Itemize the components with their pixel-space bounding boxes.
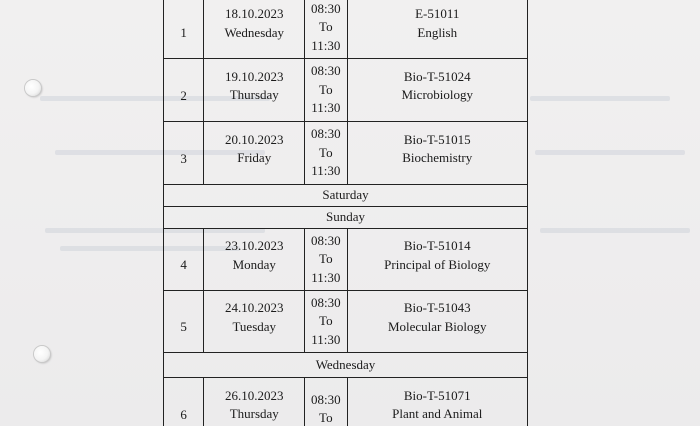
subject-name: Plant and Animal: [392, 406, 483, 421]
table-row: [164, 378, 528, 426]
exam-day: Wednesday: [224, 24, 285, 40]
punch-hole: [25, 80, 41, 96]
subject-code: Bio-T-51015: [403, 131, 471, 147]
exam-time-cell: [305, 229, 347, 291]
serial-number: 5: [164, 291, 204, 353]
time-to: To: [319, 251, 333, 267]
punch-hole: [34, 346, 50, 362]
time-start: 08:30: [311, 126, 341, 142]
exam-date: 24.10.2023: [224, 300, 284, 315]
time-end: 11:30: [311, 163, 341, 179]
holiday-row: [164, 353, 528, 378]
subject-name: Microbiology: [401, 87, 473, 102]
exam-day: Thursday: [229, 87, 279, 102]
time-to: To: [319, 410, 333, 425]
exam-day: Monday: [232, 256, 276, 272]
time-start: 08:30: [311, 391, 341, 407]
time-to: To: [319, 81, 333, 97]
time-start: 08:30: [311, 294, 341, 310]
subject-cell: [347, 122, 528, 185]
exam-date-cell: [204, 229, 305, 291]
exam-time-cell: [305, 59, 347, 122]
table-row: [164, 122, 528, 185]
exam-date: 19.10.2023: [224, 68, 284, 84]
time-end: 11:30: [311, 331, 341, 347]
show-through-mark: [535, 150, 685, 155]
exam-date: 26.10.2023: [224, 387, 284, 403]
time-to: To: [319, 313, 333, 329]
subject-code: Bio-T-51014: [403, 238, 471, 253]
show-through-mark: [530, 96, 670, 101]
holiday-label: Saturday: [164, 185, 528, 207]
exam-time-cell: [305, 122, 347, 185]
subject-name: English: [417, 24, 458, 40]
holiday-label: Wednesday: [164, 353, 528, 378]
exam-date-cell: [204, 122, 305, 185]
subject-name: Principal of Biology: [384, 256, 491, 272]
subject-cell: [347, 291, 528, 353]
subject-code: Bio-T-51043: [403, 300, 471, 315]
table-row: [164, 59, 528, 122]
exam-time-cell: [305, 291, 347, 353]
time-start: 08:30: [311, 63, 341, 79]
subject-code: Bio-T-51024: [403, 68, 471, 84]
exam-time-cell: [305, 378, 347, 426]
exam-date-cell: [204, 378, 305, 426]
exam-schedule-table: [163, 0, 528, 426]
time-start: 08:30: [311, 0, 341, 16]
holiday-label: Sunday: [164, 207, 528, 229]
time-to: To: [319, 19, 333, 35]
table-row: [164, 0, 528, 59]
time-end: 11:30: [311, 37, 341, 53]
time-end: 11:30: [311, 269, 341, 285]
exam-date: 20.10.2023: [224, 131, 284, 147]
subject-cell: [347, 229, 528, 291]
time-end: 11:30: [311, 100, 341, 116]
exam-date: 18.10.2023: [224, 6, 284, 21]
exam-date-cell: [204, 291, 305, 353]
holiday-row: [164, 207, 528, 229]
exam-date: 23.10.2023: [224, 238, 284, 253]
subject-cell: [347, 59, 528, 122]
show-through-mark: [540, 228, 690, 233]
exam-time-cell: [305, 0, 347, 59]
time-to: To: [319, 144, 333, 160]
exam-day: Tuesday: [232, 318, 277, 334]
exam-date-cell: [204, 0, 305, 59]
subject-cell: [347, 0, 528, 59]
subject-code: Bio-T-51071: [403, 387, 471, 403]
serial-number: 3: [164, 122, 204, 185]
exam-day: Friday: [237, 150, 272, 165]
holiday-row: [164, 185, 528, 207]
exam-day: Thursday: [229, 406, 279, 421]
time-start: 08:30: [311, 232, 341, 248]
table-row: [164, 229, 528, 291]
serial-number: 1: [164, 0, 204, 59]
subject-name: Biochemistry: [402, 150, 473, 165]
serial-number: 6: [164, 378, 204, 426]
serial-number: 2: [164, 59, 204, 122]
table-row: [164, 291, 528, 353]
serial-number: 4: [164, 229, 204, 291]
exam-date-cell: [204, 59, 305, 122]
subject-cell: [347, 378, 528, 426]
subject-name: Molecular Biology: [387, 318, 487, 334]
subject-code: E-51011: [415, 6, 460, 21]
